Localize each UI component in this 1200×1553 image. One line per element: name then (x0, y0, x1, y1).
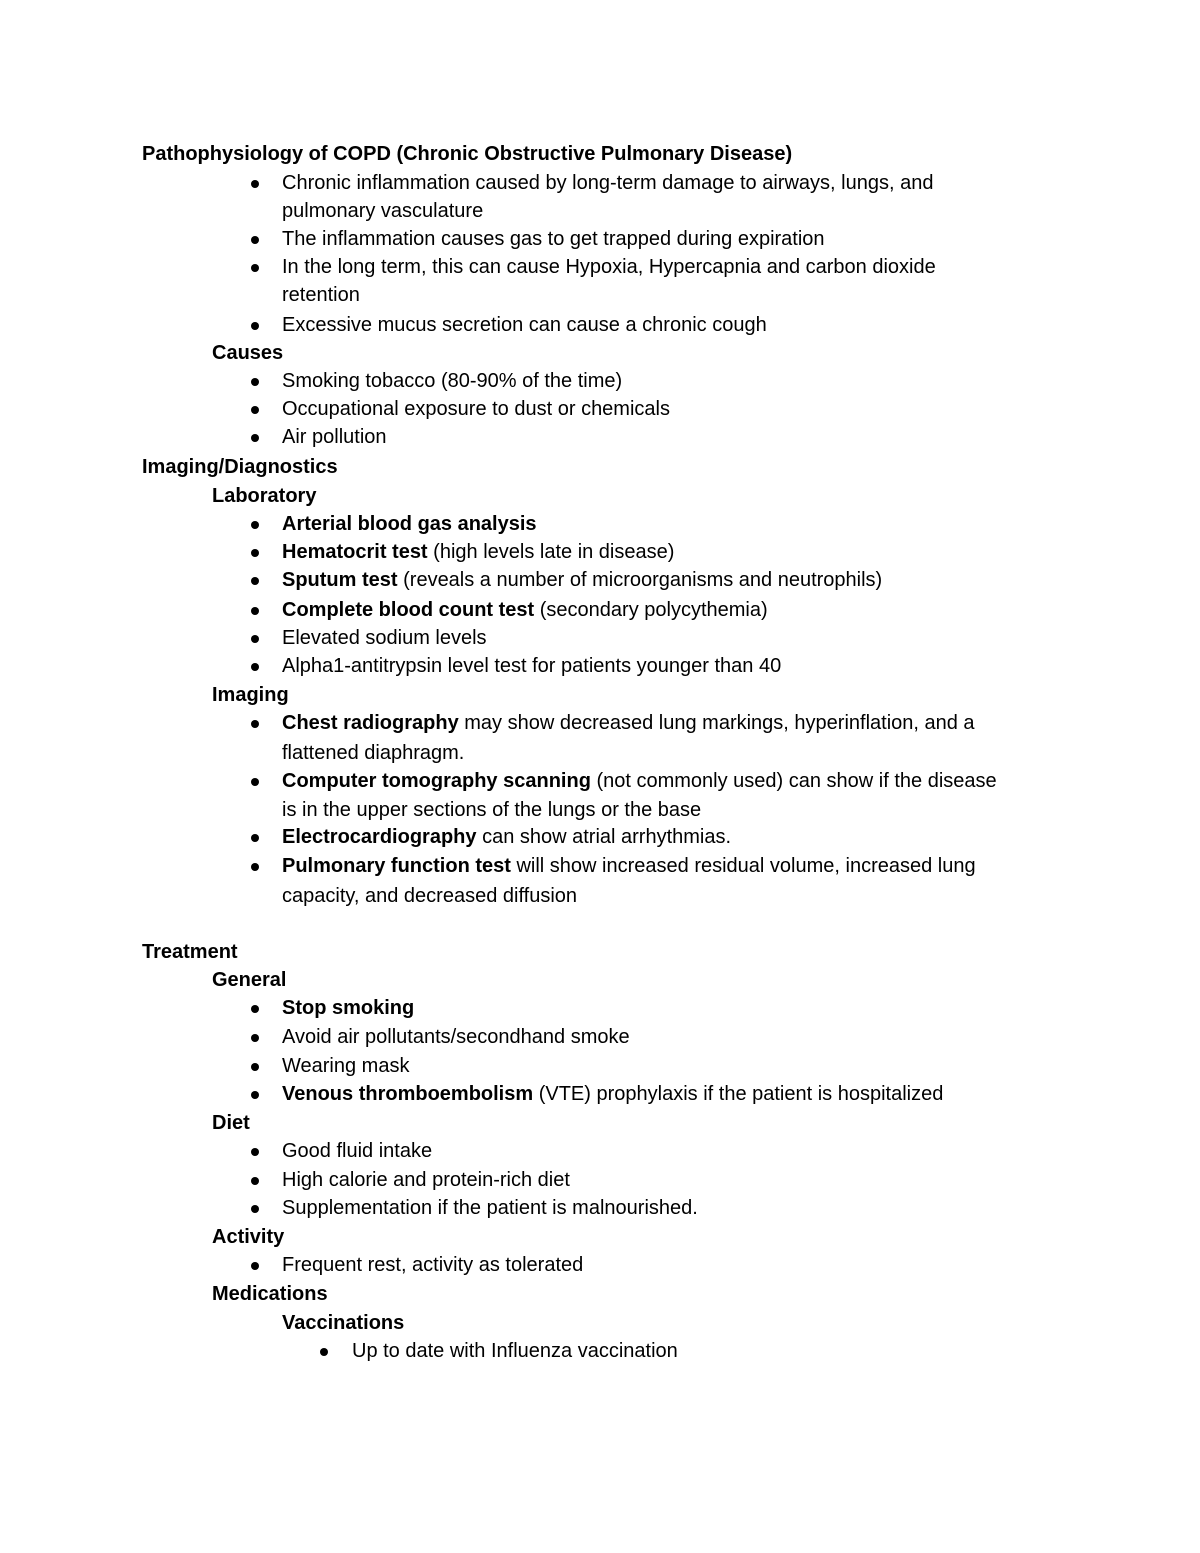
general-item (282, 994, 414, 1022)
bullet-dot (251, 1005, 259, 1013)
bullet-dot (251, 378, 259, 386)
general-heading: General (212, 969, 287, 991)
general-item (282, 1080, 943, 1108)
item-bold-term: Electrocardiography (282, 826, 477, 848)
bullet-dot (251, 1034, 259, 1042)
item-bold-term: Venous thromboembolism (282, 1083, 534, 1105)
vaccinations-heading: Vaccinations (282, 1312, 405, 1334)
causes-item: Air pollution (282, 426, 387, 448)
bullet-dot (251, 607, 259, 615)
laboratory-heading: Laboratory (212, 485, 317, 507)
pathophysiology-item: In the long term, this can cause Hypoxia, Hypercapnia and carbon dioxide (282, 256, 936, 278)
bullet-dot (251, 1205, 259, 1213)
item-bold-term: Chest radiography (282, 712, 459, 734)
bullet-dot (251, 549, 259, 557)
pathophysiology-item: Chronic inflammation caused by long-term damage to airways, lungs, and (282, 172, 934, 194)
item-bold-term: Pulmonary function test (282, 855, 511, 877)
bullet-dot (251, 577, 259, 585)
bullet-dot (251, 521, 259, 529)
activity-heading: Activity (212, 1226, 285, 1248)
diet-item: High calorie and protein-rich diet (282, 1169, 570, 1191)
bullet-dot (251, 834, 259, 842)
bullet-dot (251, 863, 259, 871)
laboratory-item (282, 538, 674, 566)
vaccinations-item: Up to date with Influenza vaccination (352, 1340, 678, 1362)
imaging-diagnostics-heading: Imaging/Diagnostics (142, 456, 338, 478)
item-description: Avoid air pollutants/secondhand smoke (282, 1026, 630, 1048)
bullet-dot (251, 322, 259, 330)
item-description: may show decreased lung markings, hyperinflation, and a (458, 712, 975, 734)
pathophysiology-item: The inflammation causes gas to get trapped during expiration (282, 228, 825, 250)
item-description: (not commonly used) can show if the disease (590, 770, 997, 792)
imaging-heading: Imaging (212, 684, 289, 706)
treatment-heading: Treatment (142, 941, 238, 963)
bullet-dot (251, 635, 259, 643)
item-bold-term: Complete blood count test (282, 599, 535, 621)
causes-heading: Causes (212, 342, 284, 364)
bullet-dot (251, 1063, 259, 1071)
item-bold-term: Arterial blood gas analysis (282, 513, 537, 535)
item-description: (reveals a number of microorganisms and neutrophils) (397, 569, 883, 591)
bullet-dot (251, 663, 259, 671)
item-description: Elevated sodium levels (282, 627, 487, 649)
item-description: Wearing mask (282, 1055, 410, 1077)
diet-item: Good fluid intake (282, 1140, 433, 1162)
bullet-dot (251, 434, 259, 442)
bullet-dot (251, 236, 259, 244)
diet-heading: Diet (212, 1112, 250, 1134)
diet-item: Supplementation if the patient is malnourished. (282, 1197, 698, 1219)
pathophysiology-item-continued: retention (282, 284, 360, 306)
item-description: Alpha1-antitrypsin level test for patients younger than 40 (282, 655, 782, 677)
laboratory-item (282, 652, 781, 680)
imaging-item (282, 709, 975, 737)
causes-item: Occupational exposure to dust or chemicals (282, 398, 670, 420)
causes-item: Smoking tobacco (80-90% of the time) (282, 370, 623, 392)
bullet-dot (251, 406, 259, 414)
item-description: (secondary polycythemia) (534, 599, 768, 621)
item-description: (VTE) prophylaxis if the patient is hospitalized (533, 1083, 944, 1105)
laboratory-item (282, 566, 882, 594)
item-bold-term: Hematocrit test (282, 541, 428, 563)
bullet-dot (251, 1148, 259, 1156)
bullet-dot (320, 1348, 328, 1356)
bullet-dot (251, 778, 259, 786)
imaging-item (282, 852, 976, 880)
bullet-dot (251, 1262, 259, 1270)
item-bold-term: Computer tomography scanning (282, 770, 591, 792)
imaging-item-continued: is in the upper sections of the lungs or the base (282, 799, 702, 821)
item-bold-term: Sputum test (282, 569, 398, 591)
pathophysiology-item-continued: pulmonary vasculature (282, 200, 484, 222)
item-bold-term: Stop smoking (282, 997, 415, 1019)
item-description: (high levels late in disease) (427, 541, 675, 563)
laboratory-item (282, 596, 768, 624)
imaging-item (282, 823, 731, 851)
bullet-dot (251, 264, 259, 272)
laboratory-item (282, 624, 487, 652)
bullet-dot (251, 180, 259, 188)
bullet-dot (251, 1091, 259, 1099)
item-description: can show atrial arrhythmias. (476, 826, 732, 848)
bullet-dot (251, 1177, 259, 1185)
activity-item: Frequent rest, activity as tolerated (282, 1254, 584, 1276)
pathophysiology-item: Excessive mucus secretion can cause a chronic cough (282, 314, 767, 336)
imaging-item (282, 767, 997, 795)
general-item (282, 1052, 409, 1080)
laboratory-item (282, 510, 537, 538)
item-description: will show increased residual volume, increased lung (510, 855, 976, 877)
document-title: Pathophysiology of COPD (Chronic Obstructive Pulmonary Disease) (142, 143, 793, 165)
medications-heading: Medications (212, 1283, 328, 1305)
imaging-item-continued: capacity, and decreased diffusion (282, 885, 578, 907)
imaging-item-continued: flattened diaphragm. (282, 742, 465, 764)
bullet-dot (251, 720, 259, 728)
general-item (282, 1023, 630, 1051)
